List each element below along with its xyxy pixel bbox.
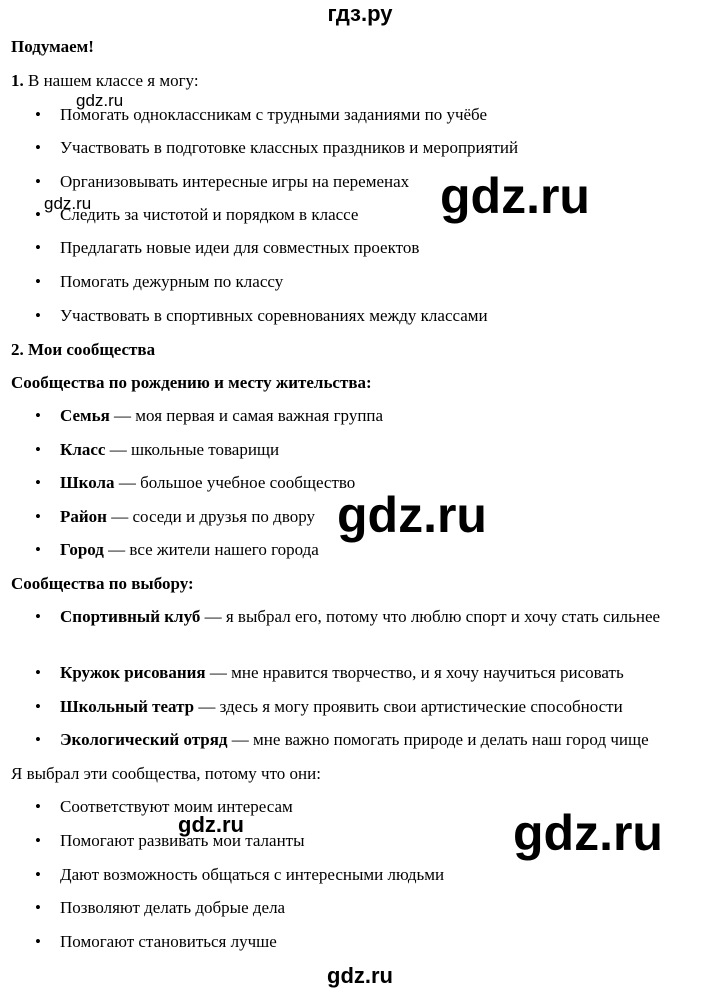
watermark: gdz.ru (178, 812, 244, 837)
list-item-text: Позволяют делать добрые дела (60, 898, 286, 917)
bullet: • (35, 473, 41, 492)
bullet: • (35, 797, 41, 816)
list-item-text: Помогают развивать мои таланты (60, 831, 305, 850)
term-description: — моя первая и самая важная группа (109, 406, 384, 425)
list-item-text: Помогать одноклассникам с трудными заданиями по учёбе (60, 105, 488, 124)
term: Семья (60, 406, 110, 425)
site-header: гдз.ру (327, 1, 393, 26)
term: Школьный театр (60, 697, 195, 716)
bullet: • (35, 663, 41, 682)
watermark: gdz.ru (337, 487, 487, 543)
bullet: • (35, 138, 41, 157)
term-description: — мне важно помогать природе и делать наш город чище (227, 730, 649, 749)
term-description: — я выбрал его, потому что люблю спорт и хочу стать сильнее (200, 607, 661, 626)
term-description: — большое учебное сообщество (114, 473, 356, 492)
watermark: gdz.ru (44, 194, 92, 213)
term: Кружок рисования (60, 663, 206, 682)
reasons-intro: Я выбрал эти сообщества, потому что они: (11, 764, 321, 783)
term: Город (60, 540, 104, 559)
site-footer: gdz.ru (327, 963, 393, 988)
birth-communities-heading: Сообщества по рождению и месту жительства: (11, 373, 372, 392)
bullet: • (35, 507, 41, 526)
list-item-text: Дают возможность общаться с интересными людьми (60, 865, 445, 884)
heading: Подумаем! (11, 37, 94, 56)
bullet: • (35, 406, 41, 425)
list-item-text: Помогать дежурным по классу (60, 272, 284, 291)
list-item-text: Участвовать в подготовке классных праздников и мероприятий (60, 138, 519, 157)
term: Экологический отряд (60, 730, 228, 749)
list-item-text: Помогают становиться лучше (60, 932, 277, 951)
bullet: • (35, 238, 41, 257)
bullet: • (35, 865, 41, 884)
term: Спортивный клуб (60, 607, 201, 626)
bullet: • (35, 205, 41, 224)
bullet: • (35, 440, 41, 459)
bullet: • (35, 105, 41, 124)
list-item-text: Участвовать в спортивных соревнованиях между классами (60, 306, 488, 325)
term-description: — здесь я могу проявить свои артистические способности (194, 697, 623, 716)
bullet: • (35, 306, 41, 325)
term-description: — все жители нашего города (103, 540, 319, 559)
term-description: — соседи и друзья по двору (106, 507, 316, 526)
bullet: • (35, 730, 41, 749)
list-item-text: Следить за чистотой и порядком в классе (60, 205, 359, 224)
term: Класс (60, 440, 106, 459)
bullet: • (35, 932, 41, 951)
term: Школа (60, 473, 115, 492)
bullet: • (35, 697, 41, 716)
question-2-title: 2. Мои сообщества (11, 340, 156, 359)
question-1-text: В нашем классе я могу: (28, 71, 199, 90)
bullet: • (35, 607, 41, 626)
bullet: • (35, 540, 41, 559)
term-description: — школьные товарищи (105, 440, 280, 459)
bullet: • (35, 831, 41, 850)
bullet: • (35, 172, 41, 191)
watermark: gdz.ru (440, 168, 590, 224)
question-1 (11, 70, 199, 92)
term-description: — мне нравится творчество, и я хочу научиться рисовать (205, 663, 624, 682)
list-item-text: Организовывать интересные игры на переменах (60, 172, 410, 191)
watermark: gdz.ru (76, 91, 124, 110)
question-1-number: 1. (11, 71, 24, 90)
choice-communities-heading: Сообщества по выбору: (11, 574, 194, 593)
bullet: • (35, 272, 41, 291)
list-item-text: Предлагать новые идеи для совместных проектов (60, 238, 420, 257)
list-item-text: Соответствуют моим интересам (60, 797, 293, 816)
watermark: gdz.ru (513, 805, 663, 861)
bullet: • (35, 898, 41, 917)
term: Район (60, 507, 107, 526)
